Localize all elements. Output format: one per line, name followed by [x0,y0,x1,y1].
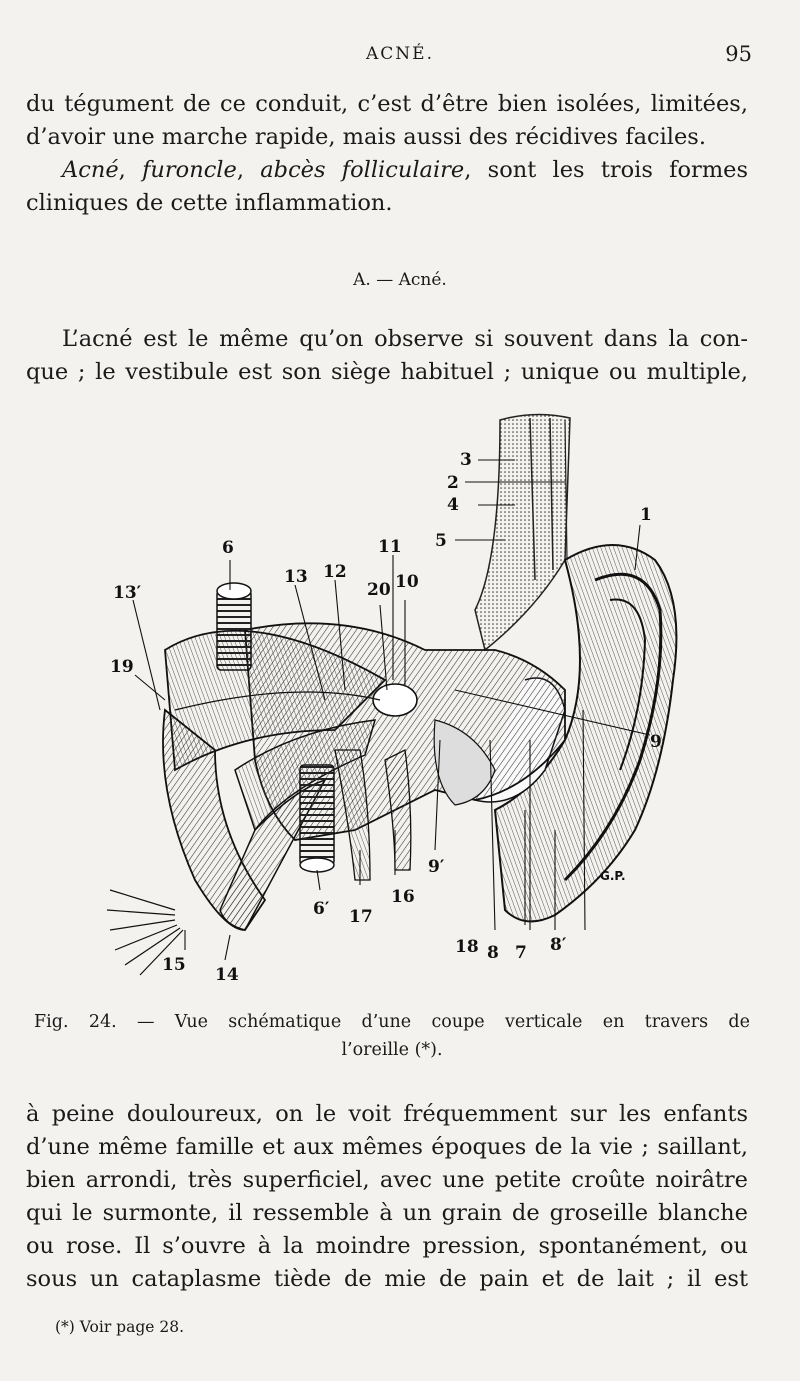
illustrator-signature: G.P. [600,869,626,883]
text-line: ou rose. Il s’ouvre à la moindre pression, spontanément, ou [26,1233,748,1259]
label-17: 17 [349,907,373,927]
footnote: (*) Voir page 28. [55,1318,185,1336]
text-line: qui le surmonte, il ressemble à un grain de groseille blanche [26,1200,748,1226]
label-5: 5 [435,531,447,551]
label-16: 16 [391,887,415,907]
page-number: 95 [725,42,752,66]
label-13: 13 [284,567,308,587]
text-line: cliniques de cette inflammation. [26,190,393,216]
text-line: sous un cataplasme tiède de mie de pain et de lait ; il est [26,1266,748,1292]
caption-line: Fig. 24. — Vue schématique d’une coupe verticale en travers de [34,1012,750,1032]
ear-illustration [95,410,715,995]
label-14: 14 [215,965,239,985]
paragraph-3 [26,323,748,389]
text-line: du tégument de ce conduit, c’est d’être bien isolées, limitées, [26,91,748,117]
ear-cross-section-figure [95,410,715,995]
canal-wall-layers [475,414,570,650]
label-9-prime: 9′ [428,857,445,877]
italic-term: Acné [62,157,119,183]
italic-term: abcès folliculaire [260,157,465,183]
text-line: d’une même famille et aux mêmes époques de la vie ; saillant, [26,1134,748,1160]
label-15: 15 [162,955,186,975]
label-2: 2 [447,473,459,493]
italic-term: furoncle [142,157,237,183]
running-title: ACNÉ. [366,44,434,64]
text-line: d’avoir une marche rapide, mais aussi des récidives faciles. [26,124,706,150]
label-6: 6 [222,538,234,558]
text-line: que ; le vestibule est son siège habituel ; unique ou multiple, [26,359,748,385]
label-13-prime: 13′ [113,583,142,603]
paragraph-4 [26,1098,748,1296]
label-6-prime: 6′ [313,899,330,919]
text-line: Acné, furoncle, abcès folliculaire, sont les trois formes [62,157,749,183]
label-1: 1 [640,505,652,525]
label-4: 4 [447,495,459,515]
paragraph-2 [26,154,748,220]
label-9: 9 [650,732,662,752]
paragraph-1 [26,88,748,154]
running-head [0,44,800,68]
label-8-prime: 8′ [550,935,567,955]
label-7: 7 [515,943,527,963]
text-line: bien arrondi, très superficiel, avec une petite croûte noirâtre [26,1167,748,1193]
caption-line: l’oreille (*). [341,1040,443,1060]
label-11: 11 [378,537,402,557]
figure-caption [34,1008,750,1064]
label-18: 18 [455,937,479,957]
label-12: 12 [323,562,347,582]
text-line: à peine douloureux, on le voit fréquemment sur les enfants [26,1101,748,1127]
label-10: 10 [395,572,419,592]
text-line: L’acné est le même qu’on observe si souvent dans la con- [62,326,748,352]
label-8: 8 [487,943,499,963]
label-3: 3 [460,450,472,470]
label-20: 20 [367,580,391,600]
label-19: 19 [110,657,134,677]
section-heading: A. — Acné. [353,270,447,290]
